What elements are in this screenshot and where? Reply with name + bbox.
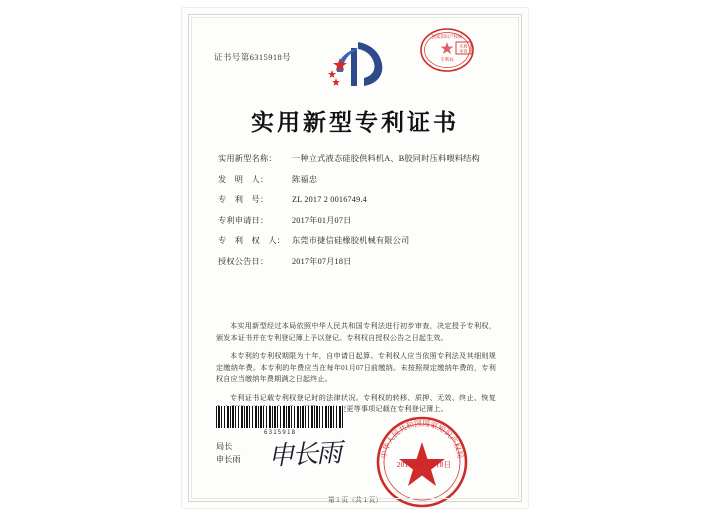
field-value: 2017年07月18日 <box>292 256 352 266</box>
page-footer: 第 1 页（共 1 页） <box>327 497 383 504</box>
svg-text:实质: 实质 <box>459 43 468 49</box>
field-row <box>218 153 500 164</box>
field-label: 发 明 人： <box>218 174 269 184</box>
field-row <box>218 235 500 246</box>
certificate-number: 证书号第6315918号 <box>214 52 292 62</box>
field-label: 专 利 号： <box>218 195 269 204</box>
seal-date: 2017年07月18日 <box>396 460 452 469</box>
certificate-body <box>216 314 496 422</box>
field-label: 专 利 权 人： <box>218 236 286 245</box>
barcode-number: 6315918 <box>263 429 297 436</box>
svg-text:国家知识产权局: 国家知识产权局 <box>431 35 463 40</box>
director-block <box>216 440 241 466</box>
field-label: 实用新型名称： <box>218 154 277 163</box>
field-row <box>218 256 500 267</box>
certificate-fields <box>218 153 500 276</box>
field-value: 一种立式液态硅胶供料机A、B胶同时压料喂料结构 <box>292 154 480 163</box>
field-value: 东莞市捷信硅橡胶机械有限公司 <box>292 236 410 245</box>
body-paragraph: 本专利的专利权期限为十年，自申请日起算。专利权人应当依照专利法及其细则规定缴纳年费。本专利的年费应当在每年01月07日前缴纳。未按照规定缴纳年费的，专利权自应当缴纳年费期满之日起终止。 <box>216 352 496 384</box>
svg-text:审查: 审查 <box>459 48 468 54</box>
field-row <box>218 194 500 205</box>
field-label: 授权公告日： <box>218 256 269 266</box>
page-title: 实用新型专利证书 <box>251 110 459 136</box>
national-seal-bottom <box>374 414 470 510</box>
svg-text:专利局: 专利局 <box>440 58 454 63</box>
director-signature: 申长雨 <box>267 438 341 472</box>
field-label: 专利申请日： <box>218 215 269 225</box>
field-row <box>218 215 500 226</box>
field-value: 2017年01月07日 <box>292 215 352 225</box>
body-paragraph: 本实用新型经过本局依照中华人民共和国专利法进行初步审查，决定授予专利权，颁发本证书并在专利登记簿上予以登记。专利权自授权公告之日起生效。 <box>216 322 496 342</box>
field-value: 陈福忠 <box>292 174 318 184</box>
patent-office-logo-icon <box>324 38 394 90</box>
field-row <box>218 174 500 185</box>
patent-office-seal-top <box>418 26 476 74</box>
director-label: 局长 <box>216 442 233 451</box>
svg-text:中华人民共和国国家知识产权局: 中华人民共和国国家知识产权局 <box>379 418 465 460</box>
body-paragraph: 专利证书记载专利权登记时的法律状况。专利权的转移、质押、无效、终止、恢复和专利权人的姓名或名称、国籍、地址变更等事项记载在专利登记簿上。 <box>216 393 496 414</box>
certificate-sheet <box>182 8 528 508</box>
barcode <box>216 406 344 428</box>
field-value: ZL 2017 2 0016749.4 <box>292 195 367 204</box>
director-name: 申长雨 <box>216 455 241 464</box>
